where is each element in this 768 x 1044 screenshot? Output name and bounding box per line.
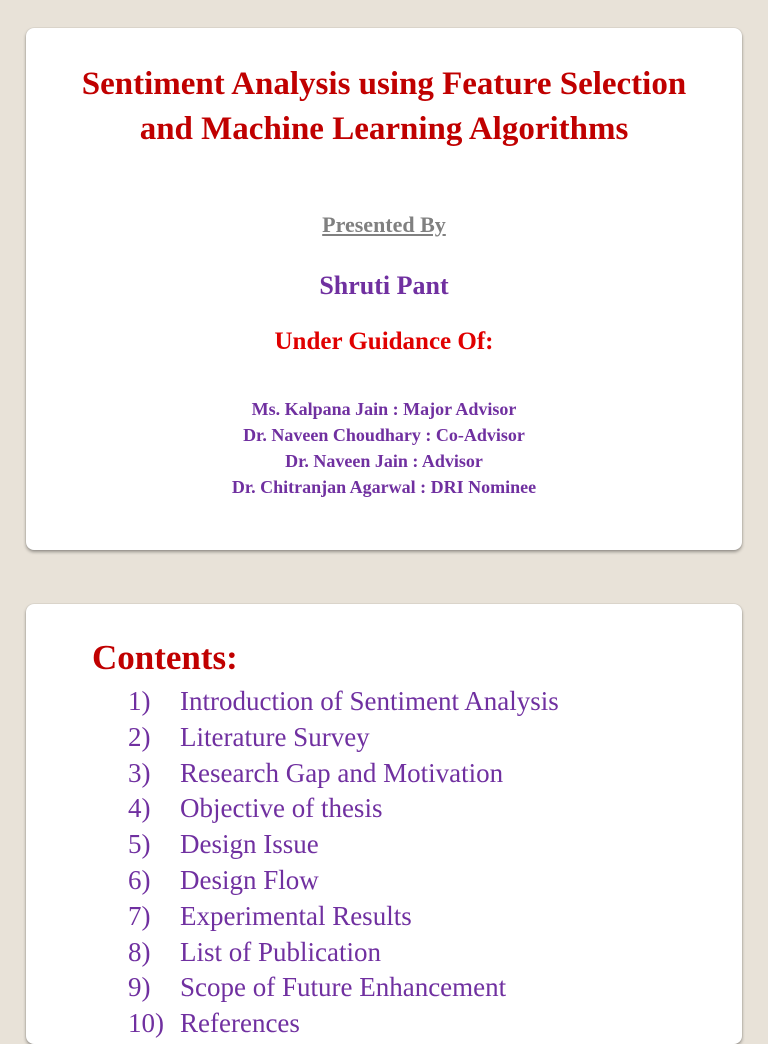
list-item-number: 8) <box>128 936 151 967</box>
list-item <box>128 684 559 720</box>
list-item-number: 3) <box>128 757 151 788</box>
list-item-text: Literature Survey <box>180 721 370 752</box>
presented-by-label: Presented By <box>322 212 446 237</box>
advisor-item: Dr. Naveen Choudhary : Co-Advisor <box>243 425 525 445</box>
list-item-text: Introduction of Sentiment Analysis <box>180 686 559 716</box>
list-item <box>128 720 559 756</box>
guidance-label: Under Guidance Of: <box>274 328 494 355</box>
list-item-number: 6) <box>128 864 151 895</box>
list-item <box>128 827 559 863</box>
advisor-item: Dr. Naveen Jain : Advisor <box>285 451 483 471</box>
list-item-number: 4) <box>128 793 151 824</box>
title-line-2: and Machine Learning Algorithms <box>139 111 629 147</box>
list-item <box>128 1006 559 1042</box>
list-item <box>128 863 559 899</box>
list-item-text: Experimental Results <box>180 900 412 931</box>
list-item <box>128 970 559 1006</box>
advisor-list <box>26 396 742 500</box>
list-item <box>128 935 559 971</box>
list-item-text: References <box>180 1008 300 1039</box>
contents-slide <box>26 604 742 1044</box>
contents-heading: Contents: <box>92 638 238 677</box>
list-item-number: 2) <box>128 721 151 752</box>
list-item-text: Research Gap and Motivation <box>180 757 504 788</box>
list-item-number: 1) <box>128 686 151 716</box>
presentation-title <box>26 62 742 152</box>
advisor-item: Dr. Chitranjan Agarwal : DRI Nominee <box>231 477 537 497</box>
title-slide <box>26 28 742 550</box>
author-name: Shruti Pant <box>319 271 449 300</box>
list-item-number: 5) <box>128 829 151 860</box>
list-item <box>128 756 559 792</box>
list-item-text: Design Issue <box>180 829 319 860</box>
advisor-item: Ms. Kalpana Jain : Major Advisor <box>251 399 517 419</box>
list-item <box>128 899 559 935</box>
list-item-number: 9) <box>128 972 151 1003</box>
list-item-number: 7) <box>128 900 151 931</box>
list-item-text: Objective of thesis <box>180 793 383 824</box>
contents-list <box>128 684 559 1042</box>
list-item-text: Scope of Future Enhancement <box>180 972 507 1003</box>
list-item-text: List of Publication <box>180 936 381 967</box>
list-item <box>128 791 559 827</box>
title-line-1: Sentiment Analysis using Feature Selection <box>81 66 687 102</box>
list-item-text: Design Flow <box>180 864 319 895</box>
list-item-number: 10) <box>128 1008 164 1039</box>
